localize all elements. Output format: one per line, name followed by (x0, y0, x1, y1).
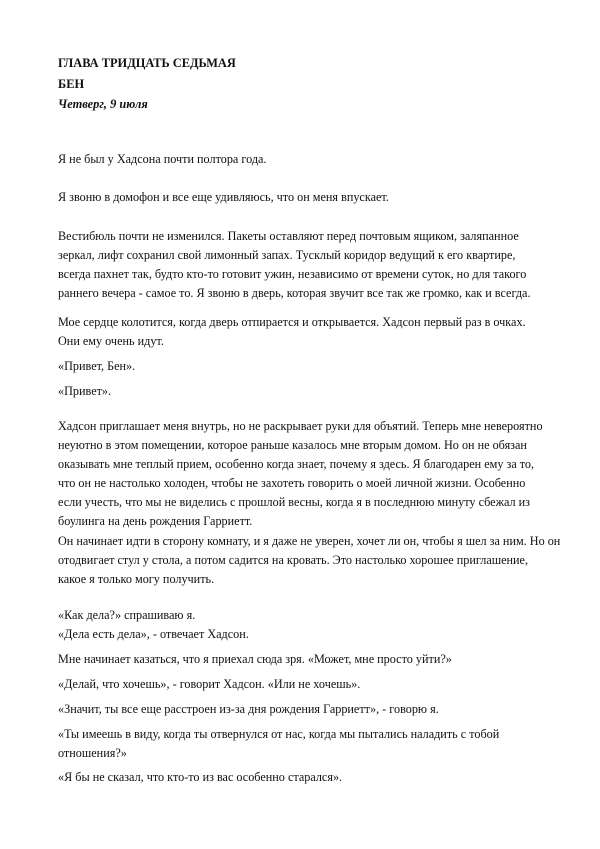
paragraph-7-line: оказывать мне теплый прием, особенно когда знает, почему я здесь. Я благодарен ему за то, (58, 457, 535, 471)
paragraph-5: «Привет, Бен». (58, 359, 136, 373)
chapter-narrator: БЕН (58, 77, 85, 91)
paragraph-6: «Привет». (58, 384, 112, 398)
paragraph-11: Мне начинает казаться, что я приехал сюда зря. «Может, мне просто уйти?» (58, 652, 452, 666)
paragraph-14-line: отношения?» (58, 746, 127, 760)
paragraph-1: Я не был у Хадсона почти полтора года. (58, 152, 267, 166)
paragraph-3-line: Вестибюль почти не изменился. Пакеты оставляют перед почтовым ящиком, заляпанное (58, 229, 519, 243)
paragraph-10: «Дела есть дела», - отвечает Хадсон. (58, 627, 249, 641)
paragraph-4-line: Они ему очень идут. (58, 334, 164, 348)
paragraph-12: «Делай, что хочешь», - говорит Хадсон. «Или не хочешь». (58, 677, 361, 691)
chapter-date: Четверг, 9 июля (58, 97, 148, 111)
paragraph-8-line: Он начинает идти в сторону комнату, и я даже не уверен, хочет ли он, чтобы я шел за ним. Но он (58, 534, 561, 548)
paragraph-7-line: боулинга на день рождения Гарриетт. (58, 514, 253, 528)
paragraph-8-line: отодвигает стул у стола, а потом садится на кровать. Это настолько хорошее приглашение, (58, 553, 529, 567)
paragraph-7-line: если учесть, что мы не виделись с прошлой весны, когда я в последнюю минуту сбежал из (58, 495, 530, 509)
paragraph-3-line: зеркал, лифт сохранил свой лимонный запах. Тусклый коридор ведущий к его квартире, (58, 248, 516, 262)
paragraph-8-line: какое я только могу получить. (58, 572, 215, 586)
paragraph-7-line: неуютно в этом помещении, которое раньше казалось мне вторым домом. Но он не обязан (58, 438, 527, 452)
paragraph-7-line: что он не настолько холоден, чтобы не захотеть говорить о моей личной жизни. Особенно (58, 476, 526, 490)
paragraph-3-line: всегда пахнет так, будто кто-то готовит ужин, независимо от времени суток, но для такого (58, 267, 527, 281)
paragraph-2: Я звоню в домофон и все еще удивляюсь, что он меня впускает. (58, 190, 389, 204)
paragraph-15: «Я бы не сказал, что кто-то из вас особенно старался». (58, 770, 343, 784)
paragraph-3-line: раннего вечера - самое то. Я звоню в дверь, которая звучит все так же громко, как и всегда. (58, 286, 531, 300)
paragraph-7-line: Хадсон приглашает меня внутрь, но не раскрывает руки для объятий. Теперь мне невероятно (58, 419, 543, 433)
paragraph-4-line: Мое сердце колотится, когда дверь отпирается и открывается. Хадсон первый раз в очках. (58, 315, 526, 329)
paragraph-14-line: «Ты имеешь в виду, когда ты отвернулся от нас, когда мы пытались наладить с тобой (58, 727, 500, 741)
paragraph-13: «Значит, ты все еще расстроен из-за дня рождения Гарриетт», - говорю я. (58, 702, 439, 716)
paragraph-9: «Как дела?» спрашиваю я. (58, 608, 196, 622)
chapter-title: ГЛАВА ТРИДЦАТЬ СЕДЬМАЯ (58, 56, 236, 70)
